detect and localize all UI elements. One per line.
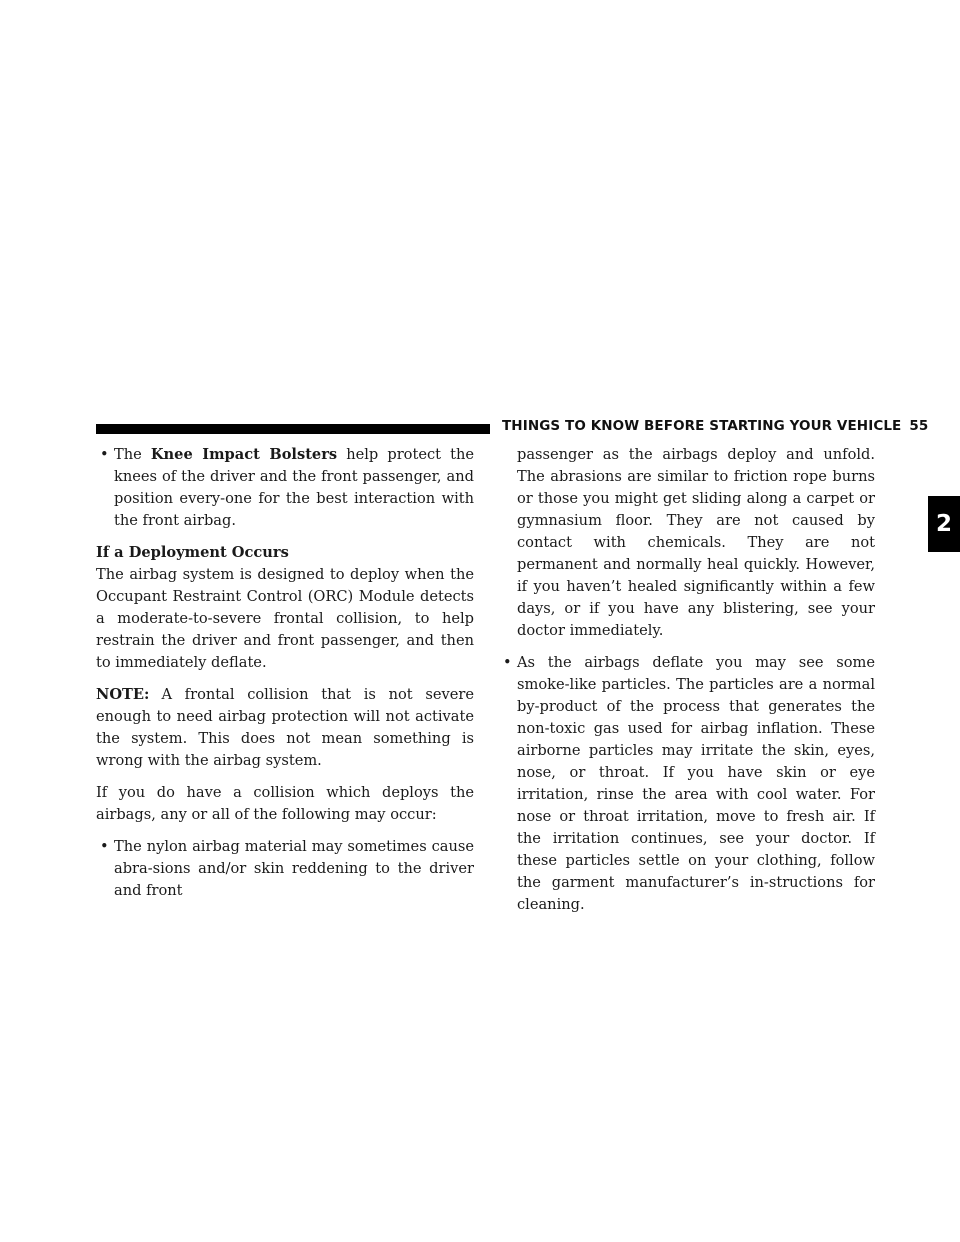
bullet-text: The Knee Impact Bolsters help protect the knees of the driver and the front passenger, and position every-one for the best interaction with the front airbag.: [114, 446, 474, 529]
bullet-knee-bolsters: [96, 444, 474, 532]
chapter-tab: 2: [928, 496, 960, 552]
bullet-text: As the airbags deflate you may see some smoke-like particles. The particles are a normal by-product of the process that generates the non-toxic gas used for airbag inflation. These airborne particles may irritate the skin, eyes, nose, or throat. If you have skin or eye irritation, rinse the area with cool water. For nose or throat irritation, move to fresh air. If the irritation continues, see your doctor. If these particles settle on your clothing, follow the garment manufacturer’s in-structions for cleaning.: [517, 654, 875, 913]
note-paragraph: [96, 684, 474, 772]
bullet-glyph: •: [503, 654, 512, 671]
note-label: NOTE:: [96, 686, 150, 703]
bullet-nylon-material: [96, 836, 474, 902]
paragraph-collision: If you do have a collision which deploys the airbags, any or all of the following may occur:: [96, 784, 474, 823]
term-knee-impact-bolsters: Knee Impact Bolsters: [150, 446, 338, 463]
right-column: [499, 444, 875, 926]
bullet-nylon-continued: passenger as the airbags deploy and unfold. The abrasions are similar to friction rope burns or those you might get sliding along a carpet or gymnasium floor. They are not caused by contact with chemicals. They are not permanent and normally heal quickly. However, if you haven’t healed significantly within a few days, or if you have any blistering, see your doctor immediately.: [517, 446, 875, 639]
page-number: 55: [909, 418, 929, 434]
bullet-glyph: •: [100, 446, 109, 463]
paragraph-deployment: The airbag system is designed to deploy when the Occupant Restraint Control (ORC) Module detects a moderate-to-severe frontal collision, to help restrain the driver and front passenger, and then to immediately deflate.: [96, 566, 474, 671]
bullet-glyph: •: [100, 838, 109, 855]
note-text: A frontal collision that is not severe enough to need airbag protection will not activate the system. This does not mean something is wrong with the airbag system.: [96, 686, 474, 769]
section-heading: If a Deployment Occurs: [96, 544, 289, 561]
header-rule: [96, 424, 490, 434]
running-header: [502, 418, 928, 434]
section-title: THINGS TO KNOW BEFORE STARTING YOUR VEHICLE: [502, 418, 902, 434]
bullet-smoke-particles: [499, 652, 875, 916]
left-column: [96, 444, 474, 912]
bullet-text: The nylon airbag material may sometimes cause abra-sions and/or skin reddening to the driver and front: [114, 838, 474, 899]
